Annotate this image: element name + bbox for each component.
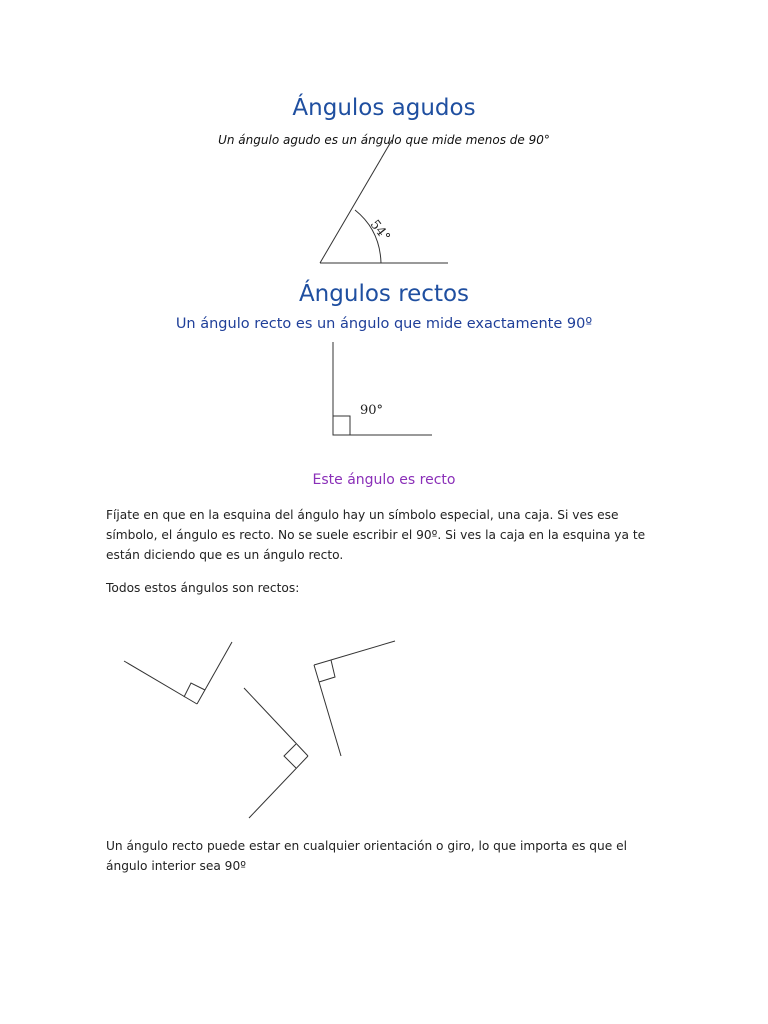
caption-este-angulo-es-recto: Este ángulo es recto (312, 472, 456, 488)
paragraph-caja: Fíjate en que en la esquina del ángulo hay un símbolo especial, una caja. Si ves ese símbolo, el ángulo es recto. No se suele escribir el 90º. Si ves la caja en la esquina ya te están diciendo que es un ángulo recto. (106, 508, 646, 562)
subtitle-angulo-agudo: Un ángulo agudo es un ángulo que mide menos de 90° (218, 133, 550, 147)
subtitle-angulo-recto: Un ángulo recto es un ángulo que mide exactamente 90º (175, 316, 593, 332)
right-angle-label: 90° (360, 403, 384, 418)
paragraph-todos-rectos: Todos estos ángulos son rectos: (106, 581, 300, 595)
rotated-right-angles (124, 641, 395, 818)
acute-angle-label: 54° (366, 217, 393, 245)
rotated-angle-1-ray-a (124, 661, 197, 704)
title-angulos-agudos: Ángulos agudos (292, 95, 476, 121)
title-angulos-rectos: Ángulos rectos (298, 281, 470, 307)
rotated-angle-3-ray-b (314, 665, 341, 756)
rotated-angle-1 (124, 642, 232, 704)
paragraph-orientacion: Un ángulo recto puede estar en cualquier orientación o giro, lo que importa es que el ángulo interior sea 90º (106, 839, 628, 873)
rotated-angle-2-ray-a (244, 688, 308, 756)
right-angle-diagram (333, 342, 432, 435)
rotated-angle-3-ray-a (314, 641, 395, 665)
rotated-angle-2 (244, 688, 308, 818)
right-angle-box-symbol (333, 416, 350, 435)
rotated-angle-1-ray-b (197, 642, 232, 704)
rotated-angle-2-ray-b (249, 756, 308, 818)
acute-angle-diagram (320, 140, 448, 263)
acute-angle-slanted-ray (320, 140, 392, 263)
rotated-angle-3 (314, 641, 395, 756)
rotated-angle-2-box (284, 744, 296, 768)
